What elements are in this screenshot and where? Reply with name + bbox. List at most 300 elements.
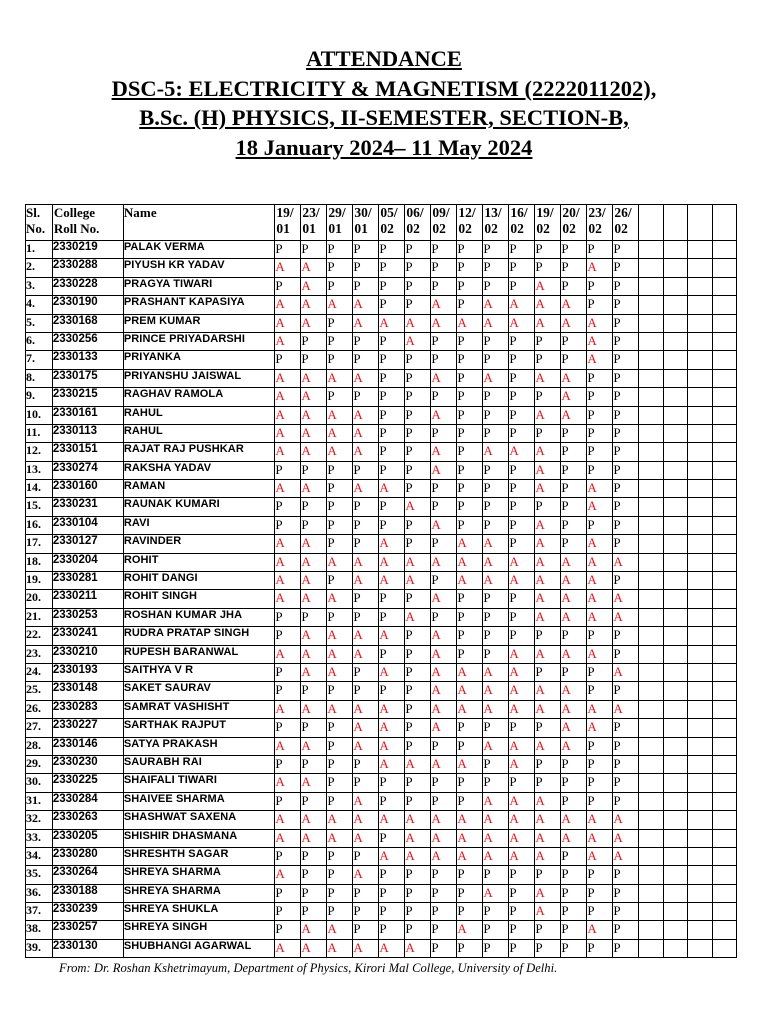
table-row — [26, 847, 737, 865]
present-mark: P — [613, 443, 639, 461]
student-name: PRIYANSHU JAISWAL — [123, 369, 275, 387]
blank-cell — [663, 627, 687, 645]
present-mark: P — [275, 884, 301, 902]
roll-number: 2330133 — [52, 351, 123, 369]
present-mark: P — [509, 719, 535, 737]
present-mark: P — [327, 792, 353, 810]
absent-mark: A — [587, 811, 613, 829]
present-mark: P — [535, 351, 561, 369]
present-mark: P — [301, 847, 327, 865]
blank-cell — [639, 939, 663, 957]
blank-cell — [639, 314, 663, 332]
present-mark: P — [587, 443, 613, 461]
present-mark: P — [457, 241, 483, 259]
student-name: SHAIFALI TIWARI — [123, 774, 275, 792]
absent-mark: A — [275, 811, 301, 829]
student-name: SHREYA SHUKLA — [123, 903, 275, 921]
student-name: ROHIT DANGI — [123, 572, 275, 590]
absent-mark: A — [509, 663, 535, 681]
serial-number: 36. — [26, 884, 53, 902]
header-date: 09/ 02 — [431, 205, 457, 241]
serial-number: 25. — [26, 682, 53, 700]
blank-cell — [712, 351, 736, 369]
present-mark: P — [587, 884, 613, 902]
present-mark: P — [613, 516, 639, 534]
absent-mark: A — [431, 296, 457, 314]
table-row — [26, 811, 737, 829]
blank-cell — [639, 608, 663, 626]
blank-cell — [639, 443, 663, 461]
present-mark: P — [587, 866, 613, 884]
blank-cell — [663, 516, 687, 534]
roll-number: 2330288 — [52, 259, 123, 277]
present-mark: P — [431, 424, 457, 442]
absent-mark: A — [301, 700, 327, 718]
serial-number: 30. — [26, 774, 53, 792]
present-mark: P — [457, 719, 483, 737]
present-mark: P — [561, 461, 587, 479]
absent-mark: A — [275, 424, 301, 442]
present-mark: P — [431, 535, 457, 553]
serial-number: 23. — [26, 645, 53, 663]
present-mark: P — [353, 277, 379, 295]
header-date: 06/ 02 — [405, 205, 431, 241]
blank-cell — [688, 719, 712, 737]
absent-mark: A — [301, 627, 327, 645]
present-mark: P — [379, 866, 405, 884]
present-mark: P — [483, 939, 509, 957]
present-mark: P — [587, 755, 613, 773]
blank-cell — [663, 903, 687, 921]
absent-mark: A — [405, 553, 431, 571]
roll-number: 2330160 — [52, 480, 123, 498]
blank-cell — [663, 351, 687, 369]
serial-number: 14. — [26, 480, 53, 498]
blank-cell — [639, 480, 663, 498]
present-mark: P — [457, 406, 483, 424]
present-mark: P — [431, 480, 457, 498]
present-mark: P — [535, 424, 561, 442]
serial-number: 39. — [26, 939, 53, 957]
present-mark: P — [613, 884, 639, 902]
absent-mark: A — [327, 553, 353, 571]
header-blank — [688, 205, 712, 241]
blank-cell — [639, 241, 663, 259]
absent-mark: A — [431, 645, 457, 663]
present-mark: P — [301, 682, 327, 700]
absent-mark: A — [379, 314, 405, 332]
student-name: PRAGYA TIWARI — [123, 277, 275, 295]
absent-mark: A — [483, 314, 509, 332]
absent-mark: A — [301, 645, 327, 663]
student-name: PALAK VERMA — [123, 241, 275, 259]
student-name: RAGHAV RAMOLA — [123, 388, 275, 406]
absent-mark: A — [275, 296, 301, 314]
roll-number: 2330204 — [52, 553, 123, 571]
present-mark: P — [535, 774, 561, 792]
blank-cell — [688, 351, 712, 369]
absent-mark: A — [405, 847, 431, 865]
absent-mark: A — [301, 314, 327, 332]
present-mark: P — [301, 498, 327, 516]
absent-mark: A — [275, 406, 301, 424]
present-mark: P — [613, 498, 639, 516]
present-mark: P — [509, 277, 535, 295]
serial-number: 18. — [26, 553, 53, 571]
absent-mark: A — [301, 424, 327, 442]
present-mark: P — [613, 774, 639, 792]
roll-number: 2330175 — [52, 369, 123, 387]
present-mark: P — [613, 866, 639, 884]
absent-mark: A — [353, 553, 379, 571]
absent-mark: A — [535, 277, 561, 295]
blank-cell — [663, 590, 687, 608]
header-blank — [663, 205, 687, 241]
absent-mark: A — [561, 388, 587, 406]
student-name: SHASHWAT SAXENA — [123, 811, 275, 829]
present-mark: P — [405, 700, 431, 718]
absent-mark: A — [379, 811, 405, 829]
student-name: RAJAT RAJ PUSHKAR — [123, 443, 275, 461]
present-mark: P — [353, 590, 379, 608]
student-name: ROSHAN KUMAR JHA — [123, 608, 275, 626]
blank-cell — [688, 755, 712, 773]
blank-cell — [712, 866, 736, 884]
present-mark: P — [535, 719, 561, 737]
present-mark: P — [613, 296, 639, 314]
blank-cell — [712, 792, 736, 810]
absent-mark: A — [379, 755, 405, 773]
table-row — [26, 480, 737, 498]
present-mark: P — [613, 535, 639, 553]
absent-mark: A — [587, 847, 613, 865]
blank-cell — [688, 737, 712, 755]
absent-mark: A — [483, 369, 509, 387]
blank-cell — [688, 553, 712, 571]
present-mark: P — [483, 774, 509, 792]
blank-cell — [663, 939, 687, 957]
present-mark: P — [353, 535, 379, 553]
serial-number: 2. — [26, 259, 53, 277]
header-date: 26/ 02 — [613, 205, 639, 241]
blank-cell — [712, 443, 736, 461]
serial-number: 33. — [26, 829, 53, 847]
absent-mark: A — [587, 332, 613, 350]
absent-mark: A — [457, 682, 483, 700]
absent-mark: A — [301, 939, 327, 957]
present-mark: P — [457, 461, 483, 479]
absent-mark: A — [509, 682, 535, 700]
present-mark: P — [379, 921, 405, 939]
absent-mark: A — [379, 719, 405, 737]
blank-cell — [663, 700, 687, 718]
present-mark: P — [275, 277, 301, 295]
present-mark: P — [353, 461, 379, 479]
absent-mark: A — [535, 572, 561, 590]
present-mark: P — [275, 755, 301, 773]
serial-number: 3. — [26, 277, 53, 295]
student-name: SHUBHANGI AGARWAL — [123, 939, 275, 957]
present-mark: P — [301, 903, 327, 921]
blank-cell — [712, 939, 736, 957]
blank-cell — [712, 406, 736, 424]
present-mark: P — [353, 884, 379, 902]
blank-cell — [712, 369, 736, 387]
present-mark: P — [457, 351, 483, 369]
absent-mark: A — [431, 406, 457, 424]
absent-mark: A — [535, 737, 561, 755]
serial-number: 38. — [26, 921, 53, 939]
absent-mark: A — [431, 443, 457, 461]
blank-cell — [688, 296, 712, 314]
present-mark: P — [275, 627, 301, 645]
blank-cell — [688, 663, 712, 681]
blank-cell — [688, 332, 712, 350]
present-mark: P — [405, 461, 431, 479]
absent-mark: A — [327, 829, 353, 847]
present-mark: P — [535, 259, 561, 277]
blank-cell — [663, 480, 687, 498]
absent-mark: A — [379, 480, 405, 498]
present-mark: P — [561, 516, 587, 534]
table-row — [26, 792, 737, 810]
document-title — [0, 44, 768, 162]
table-row — [26, 939, 737, 957]
present-mark: P — [561, 332, 587, 350]
table-row — [26, 516, 737, 534]
absent-mark: A — [379, 663, 405, 681]
absent-mark: A — [275, 737, 301, 755]
present-mark: P — [613, 314, 639, 332]
blank-cell — [688, 829, 712, 847]
present-mark: P — [353, 259, 379, 277]
absent-mark: A — [509, 737, 535, 755]
roll-number: 2330280 — [52, 847, 123, 865]
absent-mark: A — [587, 921, 613, 939]
absent-mark: A — [301, 406, 327, 424]
present-mark: P — [431, 792, 457, 810]
present-mark: P — [509, 608, 535, 626]
absent-mark: A — [587, 535, 613, 553]
blank-cell — [688, 866, 712, 884]
present-mark: P — [561, 792, 587, 810]
blank-cell — [688, 627, 712, 645]
present-mark: P — [327, 535, 353, 553]
present-mark: P — [535, 332, 561, 350]
present-mark: P — [587, 241, 613, 259]
header-blank — [639, 205, 663, 241]
present-mark: P — [561, 921, 587, 939]
blank-cell — [712, 590, 736, 608]
table-row — [26, 903, 737, 921]
present-mark: P — [353, 516, 379, 534]
absent-mark: A — [275, 480, 301, 498]
present-mark: P — [457, 792, 483, 810]
present-mark: P — [509, 332, 535, 350]
present-mark: P — [587, 406, 613, 424]
present-mark: P — [457, 608, 483, 626]
blank-cell — [639, 277, 663, 295]
present-mark: P — [405, 406, 431, 424]
absent-mark: A — [535, 829, 561, 847]
absent-mark: A — [483, 663, 509, 681]
blank-cell — [639, 884, 663, 902]
blank-cell — [639, 903, 663, 921]
present-mark: P — [379, 645, 405, 663]
table-row — [26, 700, 737, 718]
absent-mark: A — [327, 627, 353, 645]
present-mark: P — [509, 774, 535, 792]
roll-number: 2330241 — [52, 627, 123, 645]
absent-mark: A — [275, 369, 301, 387]
present-mark: P — [483, 332, 509, 350]
absent-mark: A — [457, 847, 483, 865]
present-mark: P — [353, 774, 379, 792]
present-mark: P — [483, 351, 509, 369]
absent-mark: A — [509, 792, 535, 810]
absent-mark: A — [457, 663, 483, 681]
present-mark: P — [405, 516, 431, 534]
absent-mark: A — [379, 627, 405, 645]
present-mark: P — [327, 608, 353, 626]
absent-mark: A — [405, 939, 431, 957]
serial-number: 10. — [26, 406, 53, 424]
absent-mark: A — [275, 388, 301, 406]
blank-cell — [712, 259, 736, 277]
present-mark: P — [457, 388, 483, 406]
attendance-table — [25, 204, 737, 958]
present-mark: P — [353, 241, 379, 259]
present-mark: P — [509, 939, 535, 957]
present-mark: P — [535, 627, 561, 645]
blank-cell — [712, 774, 736, 792]
absent-mark: A — [483, 682, 509, 700]
present-mark: P — [405, 921, 431, 939]
present-mark: P — [275, 792, 301, 810]
absent-mark: A — [587, 498, 613, 516]
present-mark: P — [275, 516, 301, 534]
absent-mark: A — [483, 737, 509, 755]
table-row — [26, 608, 737, 626]
absent-mark: A — [509, 553, 535, 571]
absent-mark: A — [301, 829, 327, 847]
roll-number: 2330193 — [52, 663, 123, 681]
absent-mark: A — [431, 682, 457, 700]
absent-mark: A — [275, 645, 301, 663]
roll-number: 2330274 — [52, 461, 123, 479]
absent-mark: A — [327, 700, 353, 718]
present-mark: P — [483, 719, 509, 737]
absent-mark: A — [301, 277, 327, 295]
blank-cell — [688, 700, 712, 718]
absent-mark: A — [535, 645, 561, 663]
absent-mark: A — [613, 811, 639, 829]
present-mark: P — [275, 663, 301, 681]
present-mark: P — [561, 847, 587, 865]
present-mark: P — [405, 241, 431, 259]
present-mark: P — [327, 719, 353, 737]
present-mark: P — [483, 388, 509, 406]
present-mark: P — [457, 516, 483, 534]
blank-cell — [639, 847, 663, 865]
present-mark: P — [535, 939, 561, 957]
blank-cell — [663, 296, 687, 314]
absent-mark: A — [535, 369, 561, 387]
blank-cell — [639, 682, 663, 700]
blank-cell — [639, 645, 663, 663]
absent-mark: A — [613, 829, 639, 847]
blank-cell — [639, 792, 663, 810]
present-mark: P — [613, 424, 639, 442]
present-mark: P — [379, 682, 405, 700]
serial-number: 27. — [26, 719, 53, 737]
table-row — [26, 277, 737, 295]
absent-mark: A — [353, 314, 379, 332]
blank-cell — [688, 314, 712, 332]
absent-mark: A — [301, 259, 327, 277]
blank-cell — [712, 332, 736, 350]
present-mark: P — [379, 424, 405, 442]
blank-cell — [688, 406, 712, 424]
blank-cell — [639, 259, 663, 277]
blank-cell — [688, 480, 712, 498]
present-mark: P — [613, 627, 639, 645]
blank-cell — [688, 590, 712, 608]
blank-cell — [639, 719, 663, 737]
blank-cell — [712, 921, 736, 939]
present-mark: P — [431, 259, 457, 277]
present-mark: P — [613, 719, 639, 737]
student-name: RAUNAK KUMARI — [123, 498, 275, 516]
present-mark: P — [379, 608, 405, 626]
absent-mark: A — [431, 369, 457, 387]
absent-mark: A — [301, 572, 327, 590]
blank-cell — [663, 241, 687, 259]
present-mark: P — [353, 388, 379, 406]
header-date: 23/ 02 — [587, 205, 613, 241]
present-mark: P — [587, 388, 613, 406]
header-blank — [712, 205, 736, 241]
absent-mark: A — [561, 719, 587, 737]
present-mark: P — [275, 921, 301, 939]
absent-mark: A — [431, 627, 457, 645]
serial-number: 5. — [26, 314, 53, 332]
blank-cell — [639, 663, 663, 681]
absent-mark: A — [431, 847, 457, 865]
present-mark: P — [431, 774, 457, 792]
present-mark: P — [587, 792, 613, 810]
present-mark: P — [405, 903, 431, 921]
blank-cell — [663, 535, 687, 553]
present-mark: P — [457, 296, 483, 314]
absent-mark: A — [301, 737, 327, 755]
absent-mark: A — [301, 774, 327, 792]
blank-cell — [712, 627, 736, 645]
present-mark: P — [613, 351, 639, 369]
table-row — [26, 590, 737, 608]
table-row — [26, 866, 737, 884]
present-mark: P — [405, 443, 431, 461]
roll-number: 2330205 — [52, 829, 123, 847]
present-mark: P — [613, 241, 639, 259]
student-name: PIYUSH KR YADAV — [123, 259, 275, 277]
present-mark: P — [561, 939, 587, 957]
present-mark: P — [561, 424, 587, 442]
present-mark: P — [431, 498, 457, 516]
present-mark: P — [379, 829, 405, 847]
absent-mark: A — [535, 535, 561, 553]
blank-cell — [639, 332, 663, 350]
